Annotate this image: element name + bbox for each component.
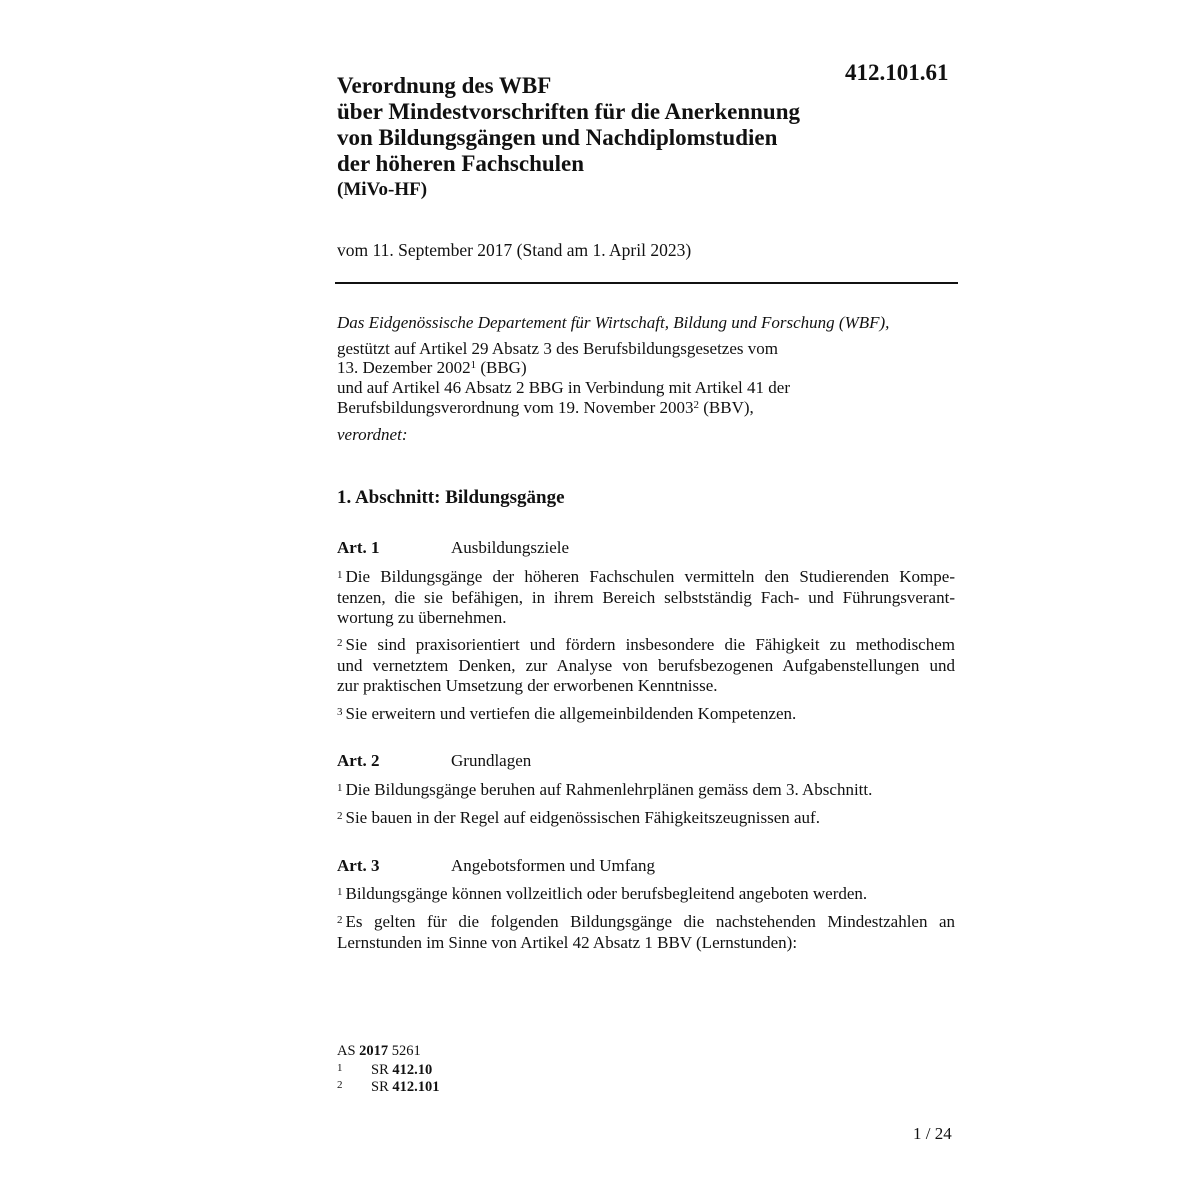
paragraph: $^1$ Die Bildungsgänge beruhen auf Rahmenlehrplänen gemäss dem 3. Abschnitt. <box>337 780 873 799</box>
footnote-2: 2 SR 412.101 <box>337 1079 440 1095</box>
preamble-line: Berufsbildungsverordnung vom 19. November 2003$^2$ (BBV), <box>337 398 754 417</box>
sr-number: 412.101.61 <box>845 60 949 85</box>
article-title: Ausbildungsziele <box>451 538 570 557</box>
preamble-line: gestützt auf Artikel 29 Absatz 3 des Berufsbildungsgesetzes vom <box>337 339 778 358</box>
footnote-ref-2[interactable]: 2 <box>693 399 699 411</box>
page-title <box>337 73 857 177</box>
page-number: 1 / 24 <box>913 1124 952 1143</box>
footnote-1: 1 SR 412.10 <box>337 1062 433 1078</box>
article-heading <box>337 751 955 773</box>
footnote-as: AS 2017 5261 <box>337 1043 421 1059</box>
paragraph: $^1$ Die Bildungsgänge der höheren Fachschulen vermitteln den Studierenden Kompe- tenzen, die sie befähigen, in ihrem Bereich selbstständig Fach- und Führungsverant- wortung zu übernehmen. <box>337 567 955 627</box>
header-divider <box>335 282 958 284</box>
footnote-ref-1[interactable]: 1 <box>470 359 477 371</box>
title-line: Verordnung des WBF <box>337 73 552 98</box>
ordinance-date: vom 11. September 2017 (Stand am 1. April 2023) <box>337 240 692 260</box>
paragraph: $^2$ Sie bauen in der Regel auf eidgenössischen Fähigkeitszeugnissen auf. <box>337 808 820 827</box>
preamble-enact: verordnet: <box>337 425 408 444</box>
paragraph: $^2$ Sie sind praxisorientiert und fördern insbesondere die Fähigkeit zu methodischem und vernetztem Denken, zur Analyse von berufsbezogenen Aufgabenstellungen und zur praktischen Umsetzung der erworbenen Kenntnisse. <box>337 635 955 695</box>
preamble-line: 13. Dezember 2002$^1$ (BBG) <box>337 358 527 377</box>
article-number: Art. 1 <box>337 538 380 557</box>
preamble-authority: Das Eidgenössische Departement für Wirtschaft, Bildung und Forschung (WBF), <box>337 313 890 332</box>
article-heading <box>337 856 955 878</box>
title-line: über Mindestvorschriften für die Anerkennung <box>337 99 801 124</box>
paragraph: $^3$ Sie erweitern und vertiefen die allgemeinbildenden Kompetenzen. <box>337 704 797 723</box>
article-number: Art. 2 <box>337 751 380 770</box>
article-heading <box>337 538 955 560</box>
title-line: von Bildungsgängen und Nachdiplomstudien <box>337 125 778 150</box>
article-title: Angebotsformen und Umfang <box>451 856 655 875</box>
section-heading: 1. Abschnitt: Bildungsgänge <box>337 487 565 508</box>
article-title: Grundlagen <box>451 751 532 770</box>
paragraph: $^1$ Bildungsgänge können vollzeitlich oder berufsbegleitend angeboten werden. <box>337 884 868 903</box>
title-abbreviation: (MiVo-HF) <box>337 179 428 200</box>
title-line: der höheren Fachschulen <box>337 151 585 176</box>
preamble-line: und auf Artikel 46 Absatz 2 BBG in Verbindung mit Artikel 41 der <box>337 378 790 397</box>
paragraph: $^2$ Es gelten für die folgenden Bildungsgänge die nachstehenden Mindestzahlen an Lernstunden im Sinne von Artikel 42 Absatz 1 BBV (Lernstunden): <box>337 912 955 952</box>
article-number: Art. 3 <box>337 856 380 875</box>
